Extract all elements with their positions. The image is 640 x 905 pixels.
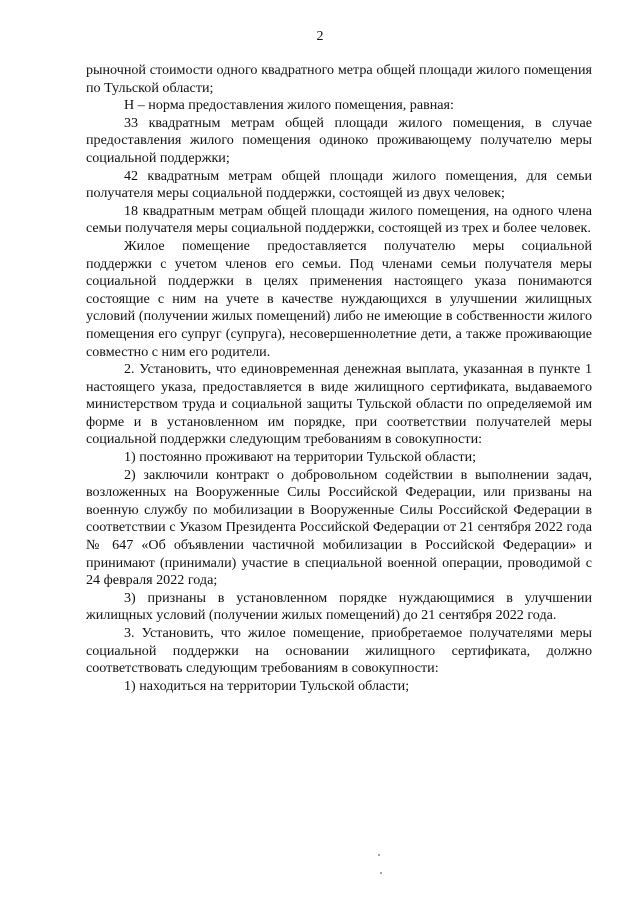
paragraph-9: 2) заключили контракт о добровольном содействии в выполнении задач, возложенных на Вооруженные Силы Российской Федерации, или призваны на военную службу по мобилизации в Вооруженные Силы Российской Федерации в соответствии с Указом Президента Российской Федерации от 21 сентября 2022 года № 647 «Об объявлении частичной мобилизации в Российской Федерации» и принимают (принимали) участие в специальной военной операции, проводимой с 24 февраля 2022 года; <box>86 466 592 589</box>
scan-speck <box>380 872 382 874</box>
paragraph-8: 1) постоянно проживают на территории Тульской области; <box>124 449 477 466</box>
paragraph-5: 18 квадратным метрам общей площади жилого помещения, на одного члена семьи получателя меры социальной поддержки, состоящей из трех и более человек. <box>86 202 592 237</box>
paragraph-12: 1) находиться на территории Тульской области; <box>124 677 410 694</box>
paragraph-3: 33 квадратным метрам общей площади жилого помещения, в случае предоставления жилого помещения одиноко проживающему получателю меры социальной поддержки; <box>86 114 592 166</box>
paragraph-10: 3) признаны в установленном порядке нуждающимися в улучшении жилищных условий (получении жилых помещений) до 21 сентября 2022 года. <box>86 589 592 624</box>
page-number: 2 <box>316 29 324 44</box>
paragraph-7: 2. Установить, что единовременная денежная выплата, указанная в пункте 1 настоящего указа, предоставляется в виде жилищного сертификата, выдаваемого министерством труда и социальной защиты Тульской области по определяемой им форме и в установленном им порядке, при соответствии получателей меры социальной поддержки следующим требованиям в совокупности: <box>86 361 592 448</box>
paragraph-11: 3. Установить, что жилое помещение, приобретаемое получателями меры социальной поддержки на основании жилищного сертификата, должно соответствовать следующим требованиям в совокупности: <box>86 625 592 677</box>
document-body <box>86 62 592 695</box>
paragraph-6: Жилое помещение предоставляется получателю меры социальной поддержки с учетом членов его семьи. Под членами семьи получателя меры социальной поддержки в целях применения настоящего указа понимаются состоящие с ним на учете в качестве нуждающихся в улучшении жилищных условий (получении жилых помещений) либо не имеющие в собственности жилого помещения его супруг (супруга), несовершеннолетние дети, а также проживающие совместно с ним его родители. <box>86 237 592 360</box>
paragraph-1: рыночной стоимости одного квадратного метра общей площади жилого помещения по Тульской области; <box>86 62 592 96</box>
scan-speck <box>378 854 380 856</box>
paragraph-2: Н – норма предоставления жилого помещения, равная: <box>124 97 454 114</box>
paragraph-4: 42 квадратным метрам общей площади жилого помещения, для семьи получателя меры социальной поддержки, состоящей из двух человек; <box>86 167 592 202</box>
